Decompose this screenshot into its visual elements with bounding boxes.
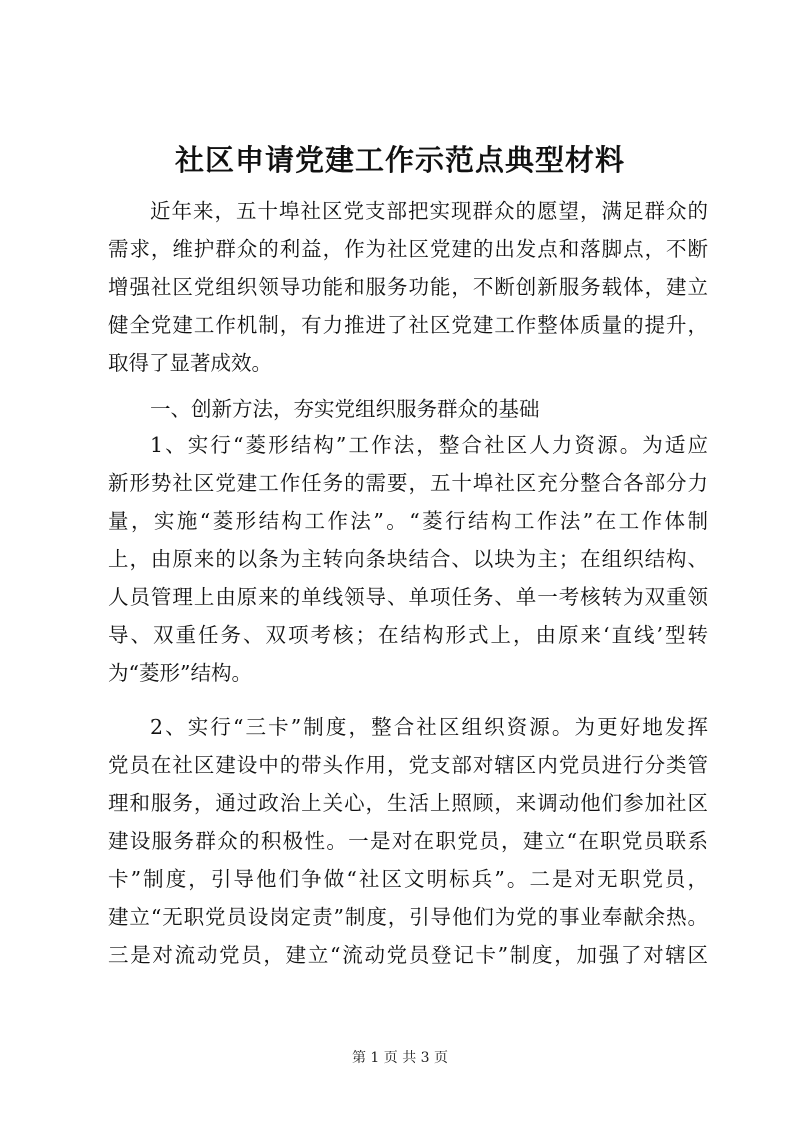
text-line: 2、实行“三卡”制度，整合社区组织资源。为更好地发挥 <box>150 715 708 739</box>
text-line: 近年来，五十埠社区党支部把实现群众的愿望，满足群众的 <box>150 199 708 223</box>
text-line: 党员在社区建设中的带头作用，党支部对辖区内党员进行分类管 <box>108 753 708 777</box>
text-line: 上，由原来的以条为主转向条块结合、以块为主；在组织结构、 <box>108 547 708 571</box>
text-line: 需求，维护群众的利益，作为社区党建的出发点和落脚点，不断 <box>108 237 708 261</box>
text-line: 理和服务，通过政治上关心，生活上照顾，来调动他们参加社区 <box>108 791 708 815</box>
text-line: 取得了显著成效。 <box>108 351 272 375</box>
paragraph-item-2 <box>108 708 708 974</box>
text-line: 1、实行“菱形结构”工作法，整合社区人力资源。为适应 <box>150 433 708 457</box>
paragraph-intro <box>108 192 708 382</box>
text-line: 健全党建工作机制，有力推进了社区党建工作整体质量的提升， <box>108 313 708 337</box>
text-line: 新形势社区党建工作任务的需要，五十埠社区充分整合各部分力 <box>108 471 708 495</box>
text-line: 为“菱形”结构。 <box>108 661 252 685</box>
text-line: 一、创新方法，夯实党组织服务群众的基础 <box>150 397 540 421</box>
section-heading <box>108 390 708 428</box>
paragraph-item-1 <box>108 426 708 692</box>
page-footer: 第 1 页 共 3 页 <box>351 1050 449 1066</box>
document-title: 社区申请党建工作示范点典型材料 <box>174 143 625 177</box>
text-line: 人员管理上由原来的单线领导、单项任务、单一考核转为双重领 <box>108 585 708 609</box>
text-line: 增强社区党组织领导功能和服务功能，不断创新服务载体，建立 <box>108 275 708 299</box>
text-line: 三是对流动党员，建立“流动党员登记卡”制度，加强了对辖区 <box>108 943 708 967</box>
text-line: 建设服务群众的积极性。一是对在职党员，建立“在职党员联系 <box>108 829 708 853</box>
text-line: 导、双重任务、双项考核；在结构形式上，由原来‘直线’型转 <box>108 623 708 647</box>
text-line: 建立“无职党员设岗定责”制度，引导他们为党的事业奉献余热。 <box>108 905 708 929</box>
text-line: 卡”制度，引导他们争做“社区文明标兵”。二是对无职党员， <box>108 867 708 891</box>
text-line: 量，实施“菱形结构工作法”。“菱行结构工作法”在工作体制 <box>108 509 708 533</box>
